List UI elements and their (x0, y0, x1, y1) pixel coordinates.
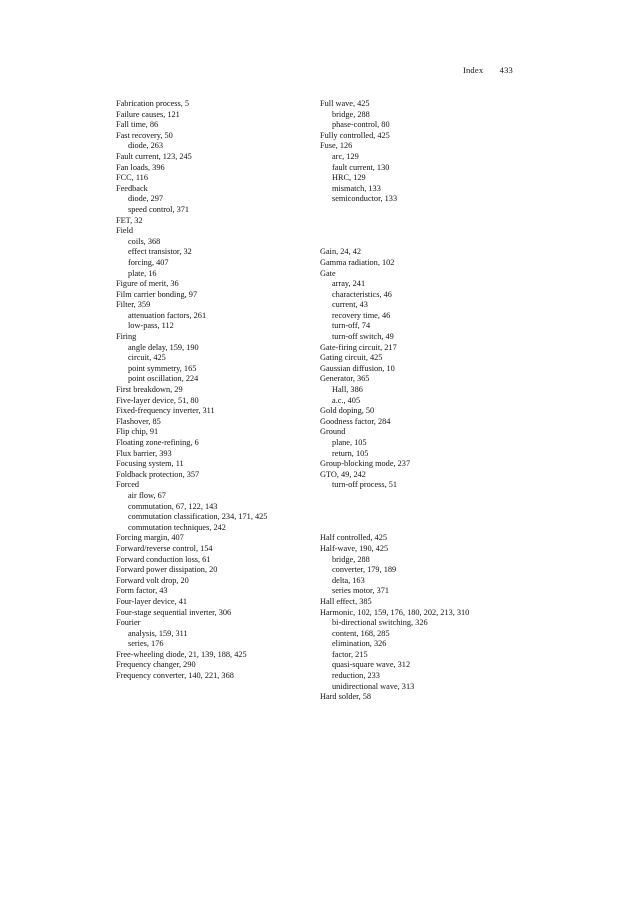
column-spacer (320, 502, 560, 513)
index-subentry: a.c., 405 (332, 395, 361, 405)
index-subentry: bi-directional switching, 326 (332, 618, 428, 628)
column-spacer (320, 216, 560, 227)
index-entry: Gating circuit, 425 (320, 353, 383, 363)
index-entry: Forward power dissipation, 20 (116, 565, 218, 575)
index-subentry: commutation classification, 234, 171, 425 (128, 512, 268, 522)
column-spacer (320, 523, 560, 534)
page-number: 433 (499, 65, 513, 75)
index-entry: Goodness factor, 284 (320, 416, 391, 426)
index-subentry: array, 241 (332, 279, 366, 289)
index-entry: Forward/reverse control, 154 (116, 543, 213, 553)
index-entry: First breakdown, 29 (116, 385, 183, 395)
index-subentry: Hall, 386 (332, 385, 363, 395)
index-subentry: content, 168, 285 (332, 628, 390, 638)
index-subentry: turn-off process, 51 (332, 480, 398, 490)
index-entry: Film carrier bonding, 97 (116, 289, 198, 299)
index-entry: Fixed-frequency inverter, 311 (116, 406, 215, 416)
index-subentry: return, 105 (332, 448, 369, 458)
index-entry: Group-blocking mode, 237 (320, 459, 411, 469)
index-entry: FET, 32 (116, 215, 143, 225)
index-entry: Fall time, 86 (116, 120, 159, 130)
index-subentry: plane, 105 (332, 438, 367, 447)
index-subentry: characteristics, 46 (332, 289, 392, 299)
index-subentry: quasi-square wave, 312 (332, 660, 411, 670)
index-entry: Forward conduction loss, 61 (116, 554, 211, 564)
index-entry: Gold doping, 50 (320, 406, 375, 416)
index-entry: Focusing system, 11 (116, 459, 184, 469)
index-subentry: low-pass, 112 (128, 321, 174, 331)
index-entry: Gain, 24, 42 (320, 247, 362, 257)
index-entry: Form factor, 43 (116, 586, 168, 596)
index-entry: Harmonic, 102, 159, 176, 180, 202, 213, 310 (320, 607, 470, 617)
index-entry: Frequency changer, 290 (116, 660, 196, 670)
index-subentry: fault current, 130 (332, 162, 390, 172)
column-spacer (320, 491, 560, 502)
index-subentry: mismatch, 133 (332, 183, 381, 193)
index-entry: Frequency converter, 140, 221, 368 (116, 671, 234, 681)
index-entry: Failure causes, 121 (116, 109, 180, 119)
index-entry: Gate (320, 268, 336, 278)
index-subentry: arc, 129 (332, 151, 359, 161)
index-subentry: series motor, 371 (332, 586, 390, 596)
index-entry: Fan loads, 396 (116, 162, 165, 172)
index-subentry: series, 176 (128, 639, 164, 649)
index-subentry: bridge, 288 (332, 554, 370, 564)
index-subentry: turn-off switch, 49 (332, 332, 394, 342)
index-entry: Half-wave, 190, 425 (320, 543, 389, 553)
index-entry: Filter, 359 (116, 300, 151, 310)
index-subentry: point oscillation, 224 (128, 374, 199, 384)
index-subentry: speed control, 371 (128, 204, 190, 214)
index-entry: Flux barrier, 393 (116, 448, 172, 458)
index-entry: Four-layer device, 41 (116, 596, 188, 606)
index-entry: Field (116, 226, 134, 236)
column-spacer (320, 237, 560, 248)
index-subentry: diode, 263 (128, 141, 164, 151)
header-title: Index (462, 65, 484, 75)
index-entry: FCC, 116 (116, 173, 148, 183)
index-subentry: commutation techniques, 242 (128, 522, 226, 532)
index-entry: Figure of merit, 36 (116, 279, 179, 289)
index-entry: Foldback protection, 357 (116, 469, 200, 479)
index-entry: Fault current, 123, 245 (116, 151, 192, 161)
index-subentry: air flow, 67 (128, 490, 166, 500)
index-subentry: circuit, 425 (128, 353, 166, 363)
index-entry: GTO, 49, 242 (320, 469, 366, 479)
index-subentry: recovery time, 46 (332, 310, 391, 320)
index-entry: Gate-firing circuit, 217 (320, 342, 397, 352)
index-entry: Five-layer device, 51, 80 (116, 395, 199, 405)
index-entry: Flip chip, 91 (116, 427, 159, 437)
index-subentry: elimination, 326 (332, 639, 387, 649)
index-subentry: effect transistor, 32 (128, 247, 192, 257)
index-entry: Ground (320, 427, 346, 437)
index-entry: Hall effect, 385 (320, 596, 372, 606)
index-entry: Hard solder, 58 (320, 692, 372, 702)
index-entry: Floating zone-refining, 6 (116, 438, 199, 447)
index-subentry: semiconductor, 133 (332, 194, 398, 204)
index-entry: Fuse, 126 (320, 141, 353, 151)
index-entry: Flashover, 85 (116, 416, 161, 426)
index-entry: Half controlled, 425 (320, 533, 388, 543)
index-subentry: turn-off, 74 (332, 321, 371, 331)
index-entry: Gamma radiation, 102 (320, 257, 395, 267)
index-subentry: point symmetry, 165 (128, 363, 197, 373)
index-subentry: unidirectional wave, 313 (332, 681, 415, 691)
index-subentry: converter, 179, 189 (332, 565, 397, 575)
index-entry: Fabrication process, 5 (116, 99, 190, 108)
index-entry: Full wave, 425 (320, 99, 370, 108)
index-entry: Forcing margin, 407 (116, 533, 184, 543)
index-entry: Generator, 365 (320, 374, 370, 384)
index-subentry: reduction, 233 (332, 671, 380, 681)
index-entry: Four-stage sequential inverter, 306 (116, 607, 232, 617)
index-subentry: coils, 368 (128, 236, 161, 246)
index-entry: Fast recovery, 50 (116, 130, 173, 140)
index-subentry: phase-control, 80 (332, 120, 390, 130)
column-spacer (320, 226, 560, 237)
index-column-right (320, 99, 560, 703)
index-subentry: current, 43 (332, 300, 368, 310)
index-subentry: delta, 163 (332, 575, 365, 585)
index-entry: Firing (116, 332, 137, 342)
column-spacer (320, 205, 560, 216)
index-entry: Fourier (116, 618, 141, 628)
index-subentry: commutation, 67, 122, 143 (128, 501, 218, 511)
index-entry: Free-wheeling diode, 21, 139, 188, 425 (116, 649, 247, 659)
index-entry: Gaussian diffusion, 10 (320, 363, 395, 373)
index-subentry: HRC, 129 (332, 173, 366, 183)
index-entry: Forced (116, 480, 140, 490)
index-subentry: plate, 16 (128, 268, 157, 278)
index-subentry: forcing, 407 (128, 257, 169, 267)
index-entry: Forward volt drop, 20 (116, 575, 189, 585)
index-entry: Feedback (116, 183, 148, 193)
index-subentry: bridge, 288 (332, 109, 370, 119)
index-subentry: angle delay, 159, 190 (128, 342, 199, 352)
index-subentry: attenuation factors, 261 (128, 310, 207, 320)
column-spacer (320, 512, 560, 523)
index-subentry: analysis, 159, 311 (128, 628, 188, 638)
index-subentry: factor, 215 (332, 649, 368, 659)
running-header (463, 65, 513, 75)
index-subentry: diode, 297 (128, 194, 164, 204)
index-entry: Fully controlled, 425 (320, 130, 390, 140)
